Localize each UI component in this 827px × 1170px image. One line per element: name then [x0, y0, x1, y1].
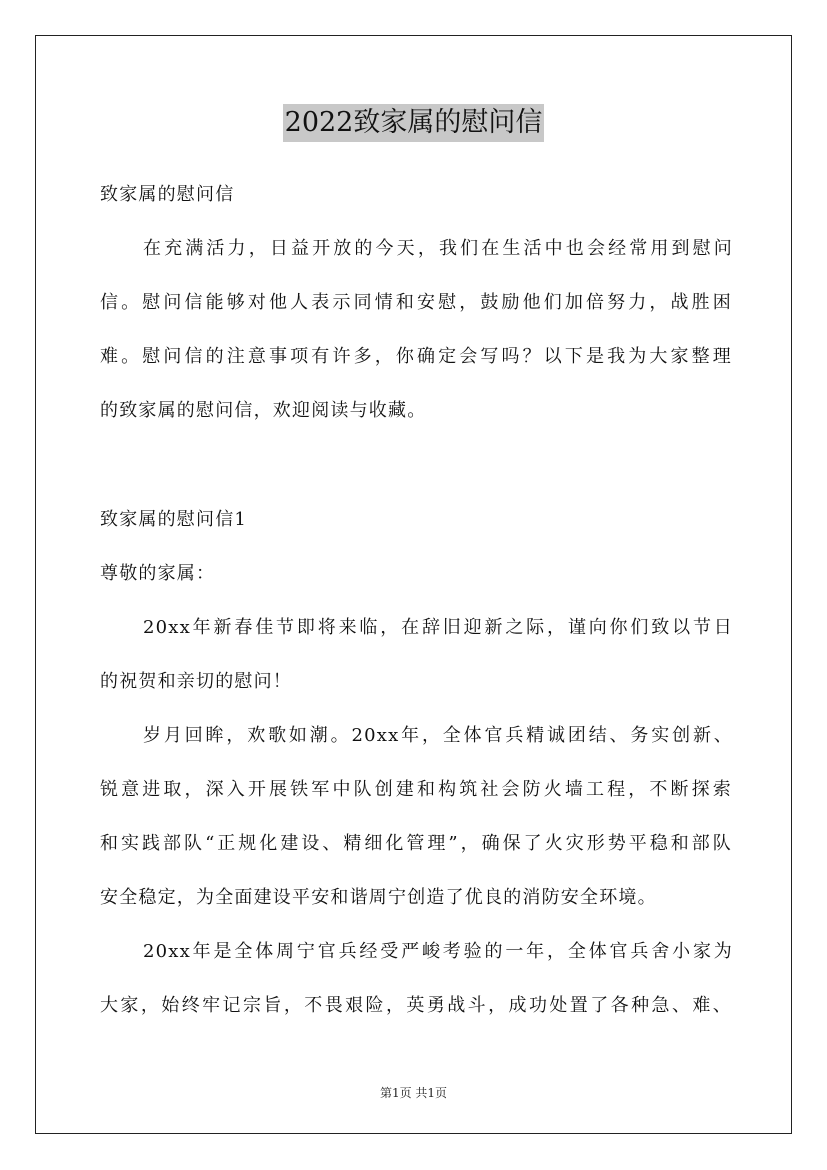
document-title — [0, 104, 827, 142]
section-heading: 致家属的慰问信1 — [100, 509, 248, 530]
paragraph-line: 大家，始终牢记宗旨，不畏艰险，英勇战斗，成功处置了各种急、难、 — [100, 995, 732, 1016]
paragraph-line: 安全稳定，为全面建设平安和谐周宁创造了优良的消防安全环境。 — [100, 887, 657, 908]
paragraph-line: 信。慰问信能够对他人表示同情和安慰，鼓励他们加倍努力，战胜困 — [100, 292, 732, 313]
page-footer: 第1页 共1页 — [379, 1086, 448, 1100]
paragraph-line: 难。慰问信的注意事项有许多，你确定会写吗？以下是我为大家整理 — [100, 346, 732, 367]
paragraph-line: 20xx年新春佳节即将来临，在辞旧迎新之际，谨向你们致以节日 — [143, 617, 733, 638]
paragraph-line: 在充满活力，日益开放的今天，我们在生活中也会经常用到慰问 — [143, 238, 733, 259]
paragraph-line: 和实践部队“正规化建设、精细化管理”，确保了火灾形势平稳和部队 — [100, 833, 732, 854]
paragraph-line: 的致家属的慰问信，欢迎阅读与收藏。 — [100, 400, 427, 421]
paragraph-line: 岁月回眸，欢歌如潮。20xx年，全体官兵精诚团结、务实创新、 — [143, 725, 733, 746]
paragraph-line: 20xx年是全体周宁官兵经受严峻考验的一年，全体官兵舍小家为 — [143, 941, 733, 962]
paragraph-line: 的祝贺和亲切的慰问！ — [100, 671, 292, 692]
heading-line: 致家属的慰问信 — [100, 184, 235, 205]
document-title-text: 2022致家属的慰问信 — [283, 104, 545, 142]
salutation: 尊敬的家属： — [100, 563, 216, 584]
paragraph-line: 锐意进取，深入开展铁军中队创建和构筑社会防火墙工程，不断探索 — [100, 779, 732, 800]
